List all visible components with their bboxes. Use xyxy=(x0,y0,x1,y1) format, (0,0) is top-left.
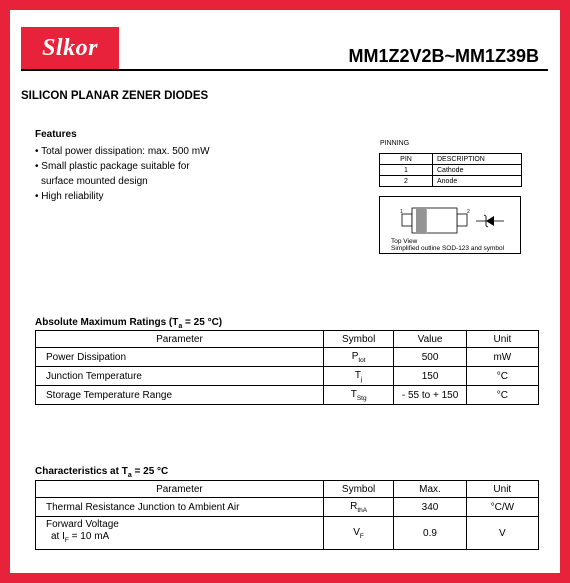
table-row xyxy=(36,386,539,405)
characteristics-header-row xyxy=(36,481,539,498)
characteristics-title: Characteristics at $T_a = 25$ °C xyxy=(35,466,169,479)
part-number-title: MM1Z2V2B~MM1Z39B xyxy=(348,46,539,66)
abs-max-table xyxy=(35,330,539,405)
pin-1-label: 1 xyxy=(400,209,403,215)
cell-symbol: $P_{tot}$ xyxy=(323,348,393,367)
feature-item: • Total power dissipation: max. 500 mW xyxy=(35,146,210,157)
pin-description: Anode xyxy=(433,176,522,187)
pinning-label: PINNING xyxy=(380,140,410,147)
brand-logo-text: Slkor xyxy=(42,34,98,61)
abs-max-title: Absolute Maximum Ratings ($T_a = 25$ °C) xyxy=(35,317,223,330)
cell-unit: V xyxy=(466,517,538,550)
pinning-row xyxy=(380,176,522,187)
cell-value: 340 xyxy=(394,498,466,517)
zener-diode-symbol xyxy=(476,215,504,227)
cell-symbol: $T_j$ xyxy=(323,367,393,386)
col-parameter: Parameter xyxy=(36,481,324,498)
feature-item: • Small plastic package suitable for xyxy=(35,161,190,172)
cell-parameter: Power Dissipation xyxy=(36,348,324,367)
characteristics-table xyxy=(35,480,539,550)
features-heading: Features xyxy=(35,129,77,140)
features-list xyxy=(35,144,210,204)
cell-unit: mW xyxy=(466,348,538,367)
cell-value: 500 xyxy=(394,348,466,367)
table-row xyxy=(36,367,539,386)
cell-value: 0.9 xyxy=(394,517,466,550)
outline-caption-view: Top View xyxy=(391,238,418,245)
pin-number: 1 xyxy=(380,165,433,176)
outline-caption xyxy=(391,238,504,252)
col-symbol: Symbol xyxy=(323,481,393,498)
feature-item-continuation: surface mounted design xyxy=(41,176,148,187)
table-row xyxy=(36,348,539,367)
cell-unit: °C xyxy=(466,386,538,405)
pin-2-label: 2 xyxy=(467,209,470,215)
table-row xyxy=(36,517,539,550)
feature-item: • High reliability xyxy=(35,191,104,202)
sod123-outline-drawing xyxy=(380,197,520,237)
cell-parameter: Thermal Resistance Junction to Ambient Air xyxy=(36,498,324,517)
cell-unit: °C xyxy=(466,367,538,386)
col-value: Value xyxy=(394,331,466,348)
col-symbol: Symbol xyxy=(323,331,393,348)
outline-caption-description: Simplified outline SOD-123 and symbol xyxy=(391,245,505,252)
document-subtitle: SILICON PLANAR ZENER DIODES xyxy=(21,90,209,102)
cell-value: 150 xyxy=(394,367,466,386)
col-parameter: Parameter xyxy=(36,331,324,348)
cell-parameter: Junction Temperature xyxy=(36,367,324,386)
cell-symbol: $R_{thA}$ xyxy=(323,498,393,517)
table-row xyxy=(36,498,539,517)
package-outline-box xyxy=(379,196,521,254)
cell-unit: °C/W xyxy=(466,498,538,517)
pin-number: 2 xyxy=(380,176,433,187)
header-divider xyxy=(21,69,548,71)
param-line-2: at $I_F = 10$ mA xyxy=(51,531,110,544)
param-line-1: Forward Voltage xyxy=(46,519,119,530)
cell-parameter xyxy=(36,517,324,550)
pinning-header-description: DESCRIPTION xyxy=(433,154,522,165)
cell-symbol: $V_F$ xyxy=(323,517,393,550)
pinning-header-pin: PIN xyxy=(380,154,433,165)
pin-description: Cathode xyxy=(433,165,522,176)
brand-logo xyxy=(21,27,119,69)
col-unit: Unit xyxy=(466,481,538,498)
col-unit: Unit xyxy=(466,331,538,348)
pinning-table xyxy=(379,153,522,187)
cell-symbol: $T_{Stg}$ xyxy=(323,386,393,405)
cell-value: - 55 to + 150 xyxy=(394,386,466,405)
cell-parameter: Storage Temperature Range xyxy=(36,386,324,405)
pinning-row xyxy=(380,165,522,176)
abs-max-header-row xyxy=(36,331,539,348)
col-max: Max. xyxy=(394,481,466,498)
pinning-header-row xyxy=(380,154,522,165)
